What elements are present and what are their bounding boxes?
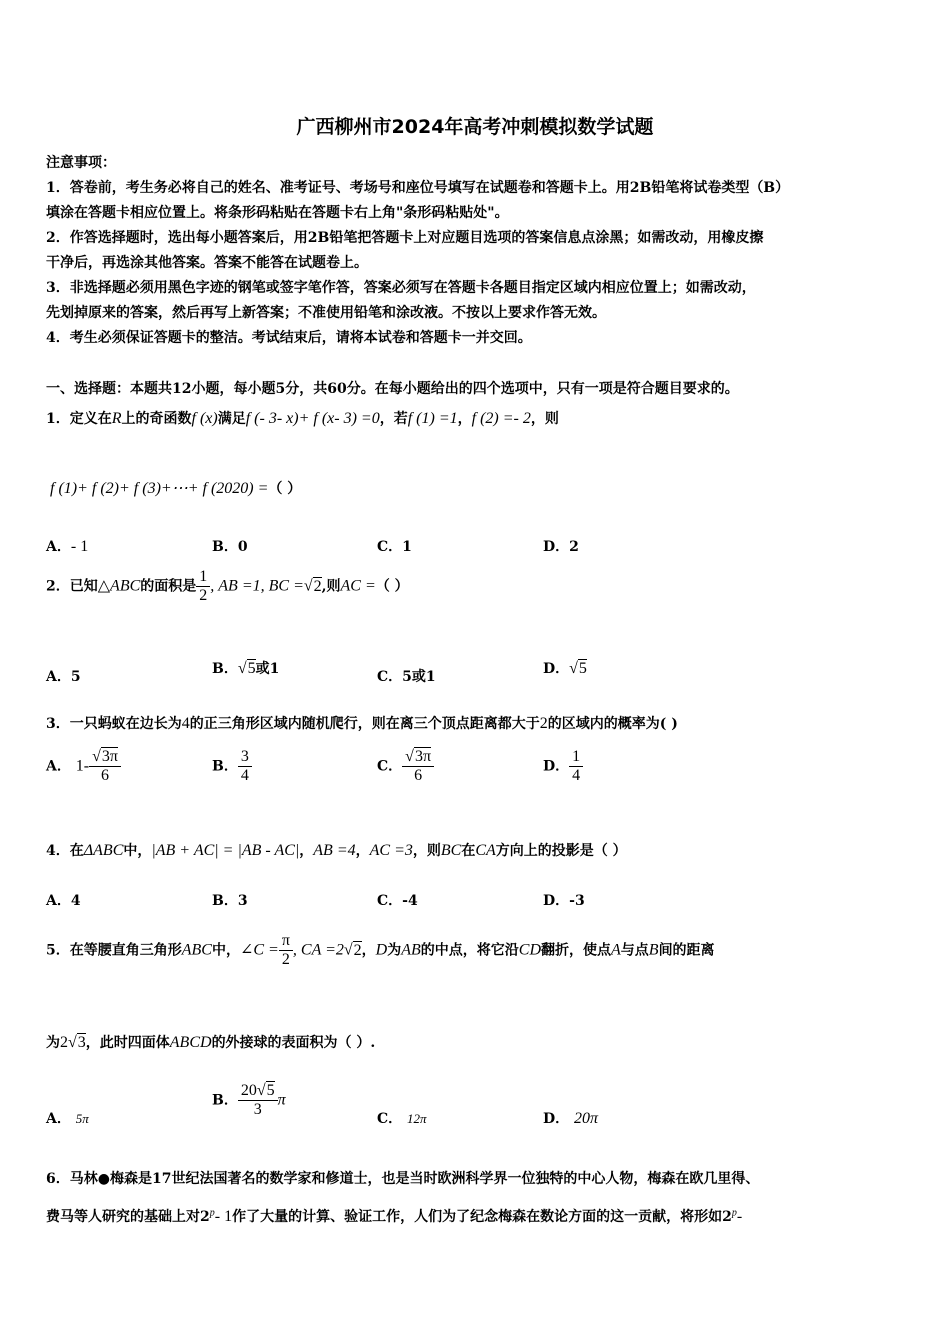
text: ， (361, 942, 376, 959)
text: 3．一只蚂蚁在边长为 (46, 716, 182, 732)
math: p (731, 1207, 737, 1219)
math: 1- (75, 757, 90, 775)
question-1-sum (50, 478, 910, 498)
denominator: 4 (238, 766, 252, 785)
q3-option-b[interactable] (212, 748, 252, 785)
math: △ABC (97, 577, 141, 595)
q2-option-c[interactable]: C．5或1 (377, 669, 436, 685)
question-6-stem: 6．马林●梅森是17世纪法国著名的数学家和修道士，也是当时欧洲科学界一位独特的中心人物，梅森在欧几里得、 (46, 1171, 760, 1187)
radicand: 3π (101, 748, 118, 765)
radicand: 5 (266, 1082, 275, 1099)
fraction (402, 748, 434, 785)
fraction (238, 1082, 278, 1119)
text: 的区域内的概率为( ) (547, 716, 678, 732)
value: 12π (407, 1111, 427, 1126)
math: - 1 (214, 1208, 233, 1225)
question-5-stem (46, 932, 910, 969)
q4-option-b[interactable]: B．3 (212, 893, 248, 909)
q2-option-b[interactable] (212, 658, 279, 678)
label: A． (46, 539, 71, 555)
text: 翻折，使点 (541, 942, 611, 959)
label: B． (212, 1092, 238, 1109)
text: ，则 (412, 843, 441, 859)
text: 的面积是 (140, 578, 197, 595)
label: A． (46, 1111, 71, 1127)
text: 作了大量的计算、验证工作，人们为了纪念梅森在数论方面的这一贡献，将形如 (232, 1209, 723, 1225)
text: 为 (387, 942, 402, 959)
sqrt: √2 (303, 577, 322, 595)
label: D． (543, 661, 570, 677)
math: 4 (181, 715, 190, 732)
fraction (89, 748, 121, 785)
label: C． (377, 758, 403, 775)
text: 的外接球的表面积为（ ）. (211, 1035, 376, 1051)
sqrt: √3 (68, 1034, 86, 1051)
label: A． (46, 758, 71, 775)
q1-option-a[interactable] (46, 536, 88, 556)
text: ， (457, 411, 472, 427)
value: 5π (75, 1111, 89, 1126)
q4-option-c[interactable]: C．-4 (377, 893, 418, 909)
math: CA (475, 842, 496, 859)
math: , AB =1, BC = (210, 577, 304, 595)
text: ，若 (379, 411, 408, 427)
q5-option-c[interactable] (377, 1108, 427, 1128)
math: p (209, 1207, 215, 1219)
numerator: √3π (92, 748, 118, 765)
math: A (611, 941, 621, 959)
note-line: 先划掉原来的答案，然后再写上新答案；不准使用铅笔和涂改液。不按以上要求作答无效。 (46, 305, 606, 321)
denominator: 4 (569, 766, 583, 785)
numerator: 20√5 (240, 1082, 275, 1099)
radicand: 5 (247, 660, 256, 677)
text: 的正三角形区域内随机爬行，则在离三个顶点距离都大于 (189, 716, 540, 732)
label: C． (377, 1111, 403, 1127)
label: D． (543, 1111, 570, 1127)
fraction (238, 748, 252, 785)
radicand: 3π (414, 748, 432, 765)
math: 2 (722, 1209, 732, 1225)
answer-paren: （ ） (375, 578, 409, 595)
page-title: 广西柳州市2024年高考冲刺模拟数学试题 (296, 116, 654, 138)
text: 中， (123, 843, 152, 859)
q2-option-d[interactable] (543, 658, 587, 678)
math: 2 (200, 1209, 210, 1225)
denominator: 2 (279, 950, 293, 969)
math: - (736, 1208, 743, 1225)
q5-option-b[interactable] (212, 1082, 286, 1119)
label: D． (543, 758, 570, 775)
text: 1．定义在 (46, 411, 112, 427)
math: f (1) =1 (407, 410, 458, 427)
note-line: 4．考生必须保证答题卡的整洁。考试结束后，请将本试卷和答题卡一并交回。 (46, 330, 532, 346)
question-2-stem (46, 568, 910, 605)
math: AC = (340, 577, 376, 595)
numerator: π (281, 932, 290, 949)
coefficient: 20 (240, 1082, 257, 1099)
label: B． (212, 758, 238, 775)
math: B (648, 941, 659, 959)
text: 2．已知 (46, 578, 98, 595)
math: 2 (60, 1034, 68, 1051)
notes-heading: 注意事项： (46, 155, 116, 171)
q1-option-b[interactable]: B．0 (212, 539, 248, 555)
math: , CA =2 (292, 941, 344, 959)
fraction (196, 568, 210, 605)
question-3-stem (46, 713, 910, 733)
text: ， (355, 843, 370, 859)
note-line: 干净后，再选涂其他答案。答案不能答在试题卷上。 (46, 255, 368, 271)
math: f (2) =- 2 (471, 410, 531, 427)
sqrt: √5 (237, 660, 256, 677)
numerator: 1 (199, 568, 208, 585)
text: 在 (461, 843, 476, 859)
math: AB (401, 941, 421, 959)
note-line: 填涂在答题卡相应位置上。将条形码粘贴在答题卡右上角"条形码粘贴处"。 (46, 205, 509, 221)
text: 与点 (620, 942, 649, 959)
math: 2 (539, 715, 548, 732)
note-line: 3．非选择题必须用黑色字迹的钢笔或签字笔作答，答案必须写在答题卡各题目指定区域内相应位置上；如需改动， (46, 280, 756, 296)
value: 20π (574, 1110, 599, 1127)
text: 中， (211, 942, 240, 959)
radicand: 3 (77, 1034, 86, 1051)
q5-option-d[interactable] (543, 1108, 598, 1128)
sqrt: √5 (569, 660, 587, 677)
text: 满足 (217, 411, 246, 427)
value: - 1 (70, 538, 89, 555)
radicand: 5 (578, 660, 587, 677)
radicand: 2 (353, 941, 362, 959)
numerator: 3 (240, 748, 249, 765)
denominator: 3 (238, 1100, 278, 1119)
text: ， (299, 843, 314, 859)
text: 4．在 (46, 843, 84, 859)
question-1-stem (46, 408, 910, 428)
text: 方向上的投影是（ ） (495, 843, 627, 859)
text: ，此时四面体 (85, 1035, 170, 1051)
question-4-stem (46, 840, 910, 860)
math: ΔABC (83, 842, 124, 859)
text: 或1 (255, 661, 280, 677)
denominator: 6 (89, 766, 121, 785)
math: AC =3 (369, 842, 413, 859)
q3-option-c[interactable] (377, 748, 434, 785)
q4-option-d[interactable]: D．-3 (543, 893, 585, 909)
math: ∠C = (239, 941, 279, 959)
text: 上的奇函数 (121, 411, 192, 427)
sqrt: √2 (343, 941, 362, 959)
numerator: √3π (405, 748, 432, 765)
math: AB =4 (313, 842, 356, 859)
question-5-stem-cont (46, 1032, 910, 1052)
q1-option-c[interactable]: C．1 (377, 539, 412, 555)
math: f (1)+ f (2)+ f (3)+⋯+ f (2020) = (50, 480, 269, 497)
text: ，则 (530, 411, 559, 427)
q4-option-a[interactable]: A．4 (46, 893, 81, 909)
math: ABC (181, 941, 212, 959)
numerator: 1 (572, 748, 581, 765)
math: π (277, 1091, 286, 1109)
text: 费马等人研究的基础上对 (46, 1209, 200, 1225)
denominator: 2 (196, 586, 210, 605)
text: ,则 (321, 578, 341, 595)
q1-option-d[interactable]: D．2 (543, 539, 579, 555)
math: D (375, 941, 388, 959)
text: 为 (46, 1035, 60, 1051)
math: R (111, 410, 122, 427)
section-heading: 一、选择题：本题共12小题，每小题5分，共60分。在每小题给出的四个选项中，只有一项是符合题目要求的。 (46, 381, 739, 397)
math: f (- 3- x)+ f (x- 3) =0 (245, 410, 380, 427)
math: BC (440, 842, 462, 859)
note-line: 2．作答选择题时，选出每小题答案后，用2B铅笔把答题卡上对应题目选项的答案信息点涂黑；如需改动，用橡皮擦 (46, 230, 764, 246)
math: f (x) (191, 410, 218, 427)
text: 的中点，将它沿 (420, 942, 519, 959)
radicand: 2 (313, 577, 322, 595)
q5-option-a[interactable] (46, 1108, 89, 1128)
answer-paren: （ ） (268, 481, 302, 497)
denominator: 6 (402, 766, 434, 785)
math: ABCD (169, 1034, 212, 1051)
note-line: 1．答卷前，考生务必将自己的姓名、准考证号、考场号和座位号填写在试题卷和答题卡上。用2B铅笔将试卷类型（B） (46, 180, 790, 196)
math: |AB + AC| = |AB - AC| (151, 842, 300, 859)
fraction (279, 932, 293, 969)
q3-option-a[interactable] (46, 748, 121, 785)
label: B． (212, 661, 238, 677)
fraction (569, 748, 583, 785)
text: 间的距离 (658, 942, 715, 959)
math: CD (518, 941, 541, 959)
text: 5．在等腰直角三角形 (46, 942, 182, 959)
question-6-stem-cont (46, 1206, 910, 1226)
q2-option-a[interactable]: A．5 (46, 669, 81, 685)
q3-option-d[interactable] (543, 748, 583, 785)
